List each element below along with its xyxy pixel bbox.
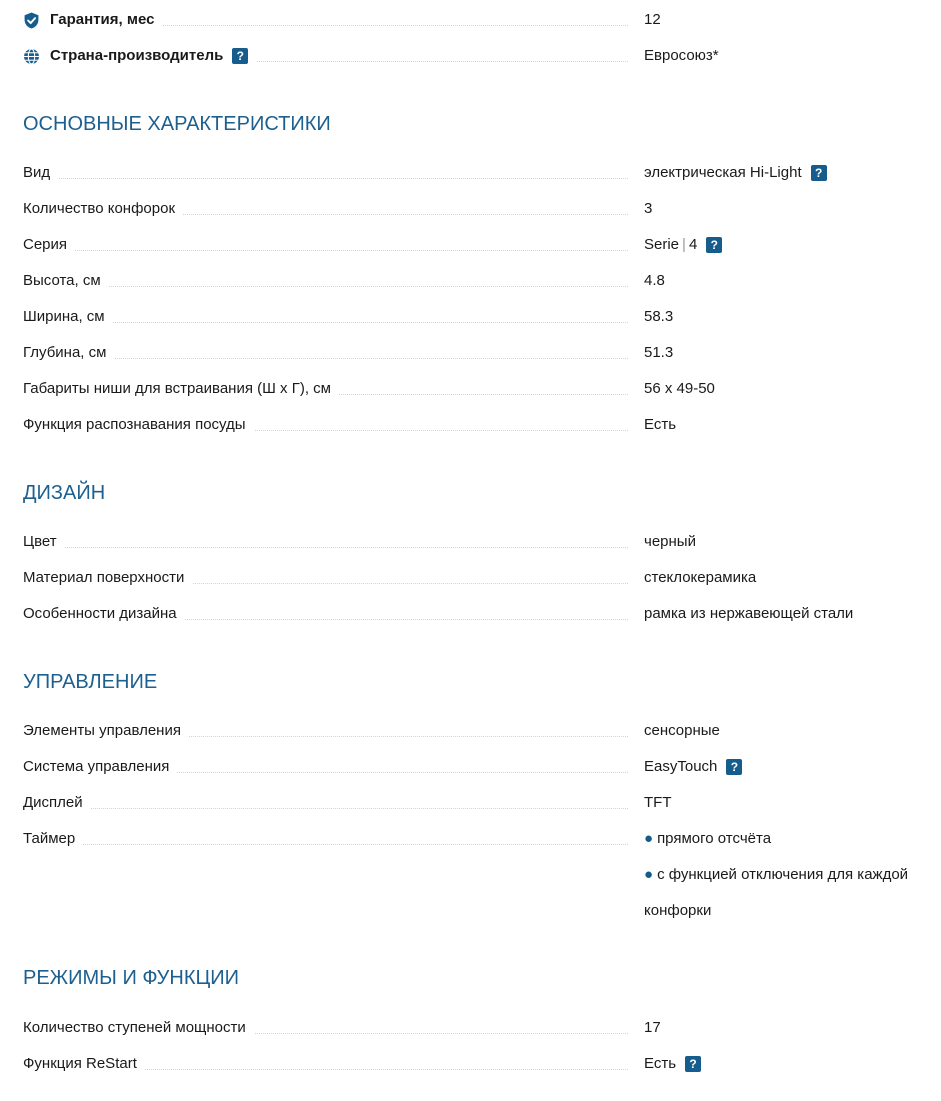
spec-row xyxy=(23,719,941,743)
section-title-control: УПРАВЛЕНИЕ xyxy=(23,671,158,693)
spec-row xyxy=(23,233,941,257)
spec-value: черный xyxy=(644,533,696,550)
spec-row xyxy=(23,530,941,554)
spec-label: Система управления xyxy=(23,755,177,779)
spec-label: Высота, см xyxy=(23,269,109,293)
help-icon[interactable]: ? xyxy=(811,165,827,181)
spec-row xyxy=(23,1016,941,1040)
spec-label: Количество ступеней мощности xyxy=(23,1016,254,1040)
spec-row-warranty xyxy=(23,8,941,32)
bullet-icon: ● xyxy=(644,830,654,847)
help-icon[interactable]: ? xyxy=(232,48,248,64)
spec-value-list xyxy=(644,821,908,929)
spec-row-timer xyxy=(23,827,941,919)
spec-value: стеклокерамика xyxy=(644,569,757,586)
spec-value: 58.3 xyxy=(644,308,674,325)
section-title-design: ДИЗАЙН xyxy=(23,482,106,504)
spec-value: TFT xyxy=(644,794,672,811)
spec-label: Особенности дизайна xyxy=(23,602,185,626)
spec-label: Серия xyxy=(23,233,75,257)
spec-label: Функция распознавания посуды xyxy=(23,413,254,437)
spec-label: Функция ReStart xyxy=(23,1052,145,1076)
dotted-leader xyxy=(23,808,628,809)
spec-row xyxy=(23,197,941,221)
spec-row xyxy=(23,791,941,815)
spec-value: Есть xyxy=(644,1055,677,1072)
help-icon[interactable]: ? xyxy=(685,1056,701,1072)
spec-label: Дисплей xyxy=(23,791,91,815)
list-item: ● прямого отсчёта xyxy=(644,830,772,847)
dotted-leader xyxy=(23,250,628,251)
spec-row xyxy=(23,602,941,626)
section-title-modes: РЕЖИМЫ И ФУНКЦИИ xyxy=(23,967,240,989)
spec-value: Есть xyxy=(644,416,677,433)
spec-value: EasyTouch xyxy=(644,758,718,775)
spec-label: Материал поверхности xyxy=(23,566,192,590)
spec-row-country xyxy=(23,44,941,68)
spec-value: 12 xyxy=(644,11,661,28)
spec-label: Ширина, см xyxy=(23,305,113,329)
spec-value: электрическая Hi-Light xyxy=(644,164,802,181)
spec-row xyxy=(23,305,941,329)
spec-row xyxy=(23,161,941,185)
dotted-leader xyxy=(23,178,628,179)
spec-value: 4.8 xyxy=(644,272,665,289)
spec-value: 17 xyxy=(644,1019,661,1036)
shield-check-icon xyxy=(23,12,40,29)
spec-label: Элементы управления xyxy=(23,719,189,743)
separator: | xyxy=(682,236,686,253)
spec-value: 4 xyxy=(688,236,698,253)
globe-icon xyxy=(23,48,40,65)
spec-label: Количество конфорок xyxy=(23,197,183,221)
spec-value: рамка из нержавеющей стали xyxy=(644,605,854,622)
section-title-main: ОСНОВНЫЕ ХАРАКТЕРИСТИКИ xyxy=(23,113,331,135)
dotted-leader xyxy=(23,547,628,548)
spec-label: Страна-производитель xyxy=(50,47,224,64)
spec-value: 3 xyxy=(644,200,653,217)
help-icon[interactable]: ? xyxy=(726,759,742,775)
spec-label: Таймер xyxy=(23,827,83,851)
dotted-leader xyxy=(23,286,628,287)
dotted-leader xyxy=(23,322,628,323)
spec-label: Цвет xyxy=(23,530,65,554)
spec-row xyxy=(23,341,941,365)
spec-label: Вид xyxy=(23,161,58,185)
spec-value: 51.3 xyxy=(644,344,674,361)
spec-value: Serie xyxy=(644,236,680,253)
help-icon[interactable]: ? xyxy=(706,237,722,253)
spec-label: Глубина, см xyxy=(23,341,114,365)
spec-value: сенсорные xyxy=(644,722,720,739)
bullet-icon: ● xyxy=(644,866,654,883)
spec-row xyxy=(23,755,941,779)
spec-row xyxy=(23,377,941,401)
dotted-leader xyxy=(23,844,628,845)
spec-row xyxy=(23,413,941,437)
spec-row xyxy=(23,269,941,293)
spec-row xyxy=(23,1052,941,1076)
list-item-continuation: конфорки xyxy=(644,902,712,919)
spec-value: Евросоюз* xyxy=(644,47,719,64)
spec-value: 56 х 49-50 xyxy=(644,380,715,397)
spec-row xyxy=(23,566,941,590)
spec-label: Габариты ниши для встраивания (Ш х Г), см xyxy=(23,377,339,401)
spec-label: Гарантия, мес xyxy=(50,11,155,28)
list-item: ● с функцией отключения для каждой xyxy=(644,866,909,883)
